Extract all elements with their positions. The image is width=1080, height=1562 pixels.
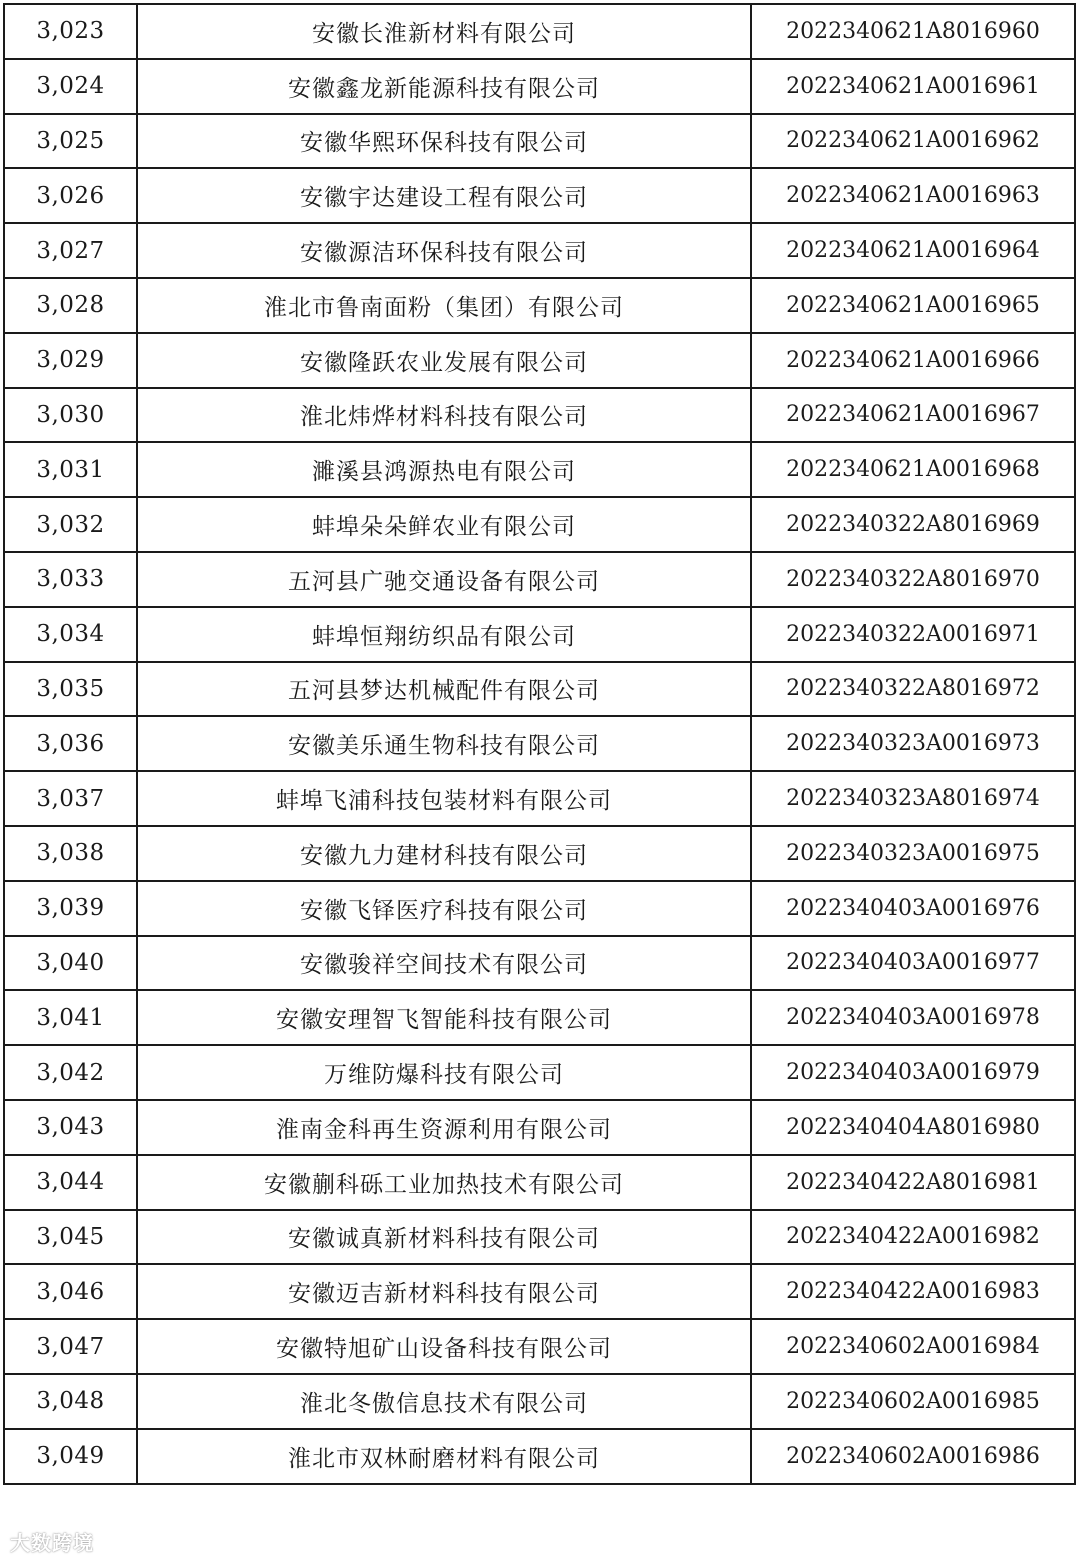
company-name-cell: 安徽特旭矿山设备科技有限公司 — [137, 1319, 751, 1374]
row-index-cell: 3,041 — [4, 990, 137, 1045]
table-row — [4, 1155, 1075, 1210]
registration-code-cell: 2022340621A0016962 — [751, 114, 1075, 169]
row-index-cell: 3,036 — [4, 716, 137, 771]
registration-code-cell: 2022340322A8016970 — [751, 552, 1075, 607]
row-index-cell: 3,045 — [4, 1210, 137, 1265]
table-row — [4, 168, 1075, 223]
row-index-cell: 3,040 — [4, 936, 137, 991]
row-index-cell: 3,030 — [4, 388, 137, 443]
table-row — [4, 333, 1075, 388]
table-body — [4, 4, 1075, 1484]
table-row — [4, 1210, 1075, 1265]
registration-code-cell: 2022340322A8016969 — [751, 497, 1075, 552]
registration-code-cell: 2022340422A0016982 — [751, 1210, 1075, 1265]
table-row — [4, 662, 1075, 717]
company-name-cell: 五河县梦达机械配件有限公司 — [137, 662, 751, 717]
table-row — [4, 1429, 1075, 1484]
company-name-cell: 安徽诚真新材料科技有限公司 — [137, 1210, 751, 1265]
company-name-cell: 安徽安理智飞智能科技有限公司 — [137, 990, 751, 1045]
row-index-cell: 3,047 — [4, 1319, 137, 1374]
table-row — [4, 1264, 1075, 1319]
company-name-cell: 安徽蒯科砾工业加热技术有限公司 — [137, 1155, 751, 1210]
registration-code-cell: 2022340602A0016986 — [751, 1429, 1075, 1484]
company-name-cell: 安徽飞铎医疗科技有限公司 — [137, 881, 751, 936]
row-index-cell: 3,042 — [4, 1045, 137, 1100]
registration-code-cell: 2022340322A8016972 — [751, 662, 1075, 717]
row-index-cell: 3,048 — [4, 1374, 137, 1429]
company-name-cell: 淮南金科再生资源利用有限公司 — [137, 1100, 751, 1155]
company-name-cell: 淮北市双林耐磨材料有限公司 — [137, 1429, 751, 1484]
company-name-cell: 安徽华熙环保科技有限公司 — [137, 114, 751, 169]
row-index-cell: 3,023 — [4, 4, 137, 59]
company-name-cell: 安徽源洁环保科技有限公司 — [137, 223, 751, 278]
registration-code-cell: 2022340403A0016977 — [751, 936, 1075, 991]
company-name-cell: 淮北市鲁南面粉（集团）有限公司 — [137, 278, 751, 333]
table-row — [4, 936, 1075, 991]
company-name-cell: 安徽鑫龙新能源科技有限公司 — [137, 59, 751, 114]
table-row — [4, 1100, 1075, 1155]
registration-code-cell: 2022340403A0016979 — [751, 1045, 1075, 1100]
company-name-cell: 安徽骏祥空间技术有限公司 — [137, 936, 751, 991]
row-index-cell: 3,024 — [4, 59, 137, 114]
row-index-cell: 3,039 — [4, 881, 137, 936]
registration-code-cell: 2022340621A0016963 — [751, 168, 1075, 223]
row-index-cell: 3,032 — [4, 497, 137, 552]
company-name-cell: 安徽宇达建设工程有限公司 — [137, 168, 751, 223]
registration-code-cell: 2022340621A0016968 — [751, 442, 1075, 497]
registration-code-cell: 2022340621A0016967 — [751, 388, 1075, 443]
registration-code-cell: 2022340422A8016981 — [751, 1155, 1075, 1210]
registration-code-cell: 2022340404A8016980 — [751, 1100, 1075, 1155]
row-index-cell: 3,026 — [4, 168, 137, 223]
row-index-cell: 3,034 — [4, 607, 137, 662]
registration-code-cell: 2022340422A0016983 — [751, 1264, 1075, 1319]
company-name-cell: 安徽隆跃农业发展有限公司 — [137, 333, 751, 388]
table-row — [4, 607, 1075, 662]
table-row — [4, 771, 1075, 826]
row-index-cell: 3,038 — [4, 826, 137, 881]
watermark-logo: 大数跨境 — [10, 1531, 94, 1555]
company-name-cell: 淮北冬傲信息技术有限公司 — [137, 1374, 751, 1429]
table-row — [4, 881, 1075, 936]
registration-code-cell: 2022340621A0016964 — [751, 223, 1075, 278]
company-name-cell: 五河县广驰交通设备有限公司 — [137, 552, 751, 607]
registration-code-cell: 2022340323A0016973 — [751, 716, 1075, 771]
table-row — [4, 497, 1075, 552]
row-index-cell: 3,049 — [4, 1429, 137, 1484]
table-row — [4, 1045, 1075, 1100]
company-name-cell: 蚌埠朵朵鲜农业有限公司 — [137, 497, 751, 552]
registration-code-cell: 2022340323A0016975 — [751, 826, 1075, 881]
row-index-cell: 3,043 — [4, 1100, 137, 1155]
company-name-cell: 蚌埠恒翔纺织品有限公司 — [137, 607, 751, 662]
row-index-cell: 3,035 — [4, 662, 137, 717]
company-name-cell: 万维防爆科技有限公司 — [137, 1045, 751, 1100]
registration-code-cell: 2022340403A0016976 — [751, 881, 1075, 936]
row-index-cell: 3,031 — [4, 442, 137, 497]
table-row — [4, 990, 1075, 1045]
registration-code-cell: 2022340621A0016966 — [751, 333, 1075, 388]
table-row — [4, 716, 1075, 771]
company-name-cell: 蚌埠飞浦科技包装材料有限公司 — [137, 771, 751, 826]
table-row — [4, 114, 1075, 169]
table-row — [4, 278, 1075, 333]
table-row — [4, 826, 1075, 881]
registration-code-cell: 2022340621A0016965 — [751, 278, 1075, 333]
registration-code-cell: 2022340322A0016971 — [751, 607, 1075, 662]
registration-code-cell: 2022340403A0016978 — [751, 990, 1075, 1045]
table-row — [4, 1319, 1075, 1374]
company-name-cell: 淮北炜烨材料科技有限公司 — [137, 388, 751, 443]
company-name-cell: 安徽美乐通生物科技有限公司 — [137, 716, 751, 771]
company-name-cell: 安徽长淮新材料有限公司 — [137, 4, 751, 59]
row-index-cell: 3,037 — [4, 771, 137, 826]
row-index-cell: 3,025 — [4, 114, 137, 169]
registration-code-cell: 2022340323A8016974 — [751, 771, 1075, 826]
company-name-cell: 濉溪县鸿源热电有限公司 — [137, 442, 751, 497]
table-row — [4, 4, 1075, 59]
table-row — [4, 1374, 1075, 1429]
row-index-cell: 3,033 — [4, 552, 137, 607]
table-row — [4, 388, 1075, 443]
registration-code-cell: 2022340621A0016961 — [751, 59, 1075, 114]
registration-code-cell: 2022340602A0016984 — [751, 1319, 1075, 1374]
row-index-cell: 3,046 — [4, 1264, 137, 1319]
row-index-cell: 3,027 — [4, 223, 137, 278]
table-row — [4, 552, 1075, 607]
table-row — [4, 223, 1075, 278]
row-index-cell: 3,029 — [4, 333, 137, 388]
company-name-cell: 安徽迈吉新材料科技有限公司 — [137, 1264, 751, 1319]
table-row — [4, 442, 1075, 497]
row-index-cell: 3,044 — [4, 1155, 137, 1210]
row-index-cell: 3,028 — [4, 278, 137, 333]
table-row — [4, 59, 1075, 114]
company-list-table — [3, 3, 1076, 1485]
registration-code-cell: 2022340621A8016960 — [751, 4, 1075, 59]
registration-code-cell: 2022340602A0016985 — [751, 1374, 1075, 1429]
company-name-cell: 安徽九力建材科技有限公司 — [137, 826, 751, 881]
